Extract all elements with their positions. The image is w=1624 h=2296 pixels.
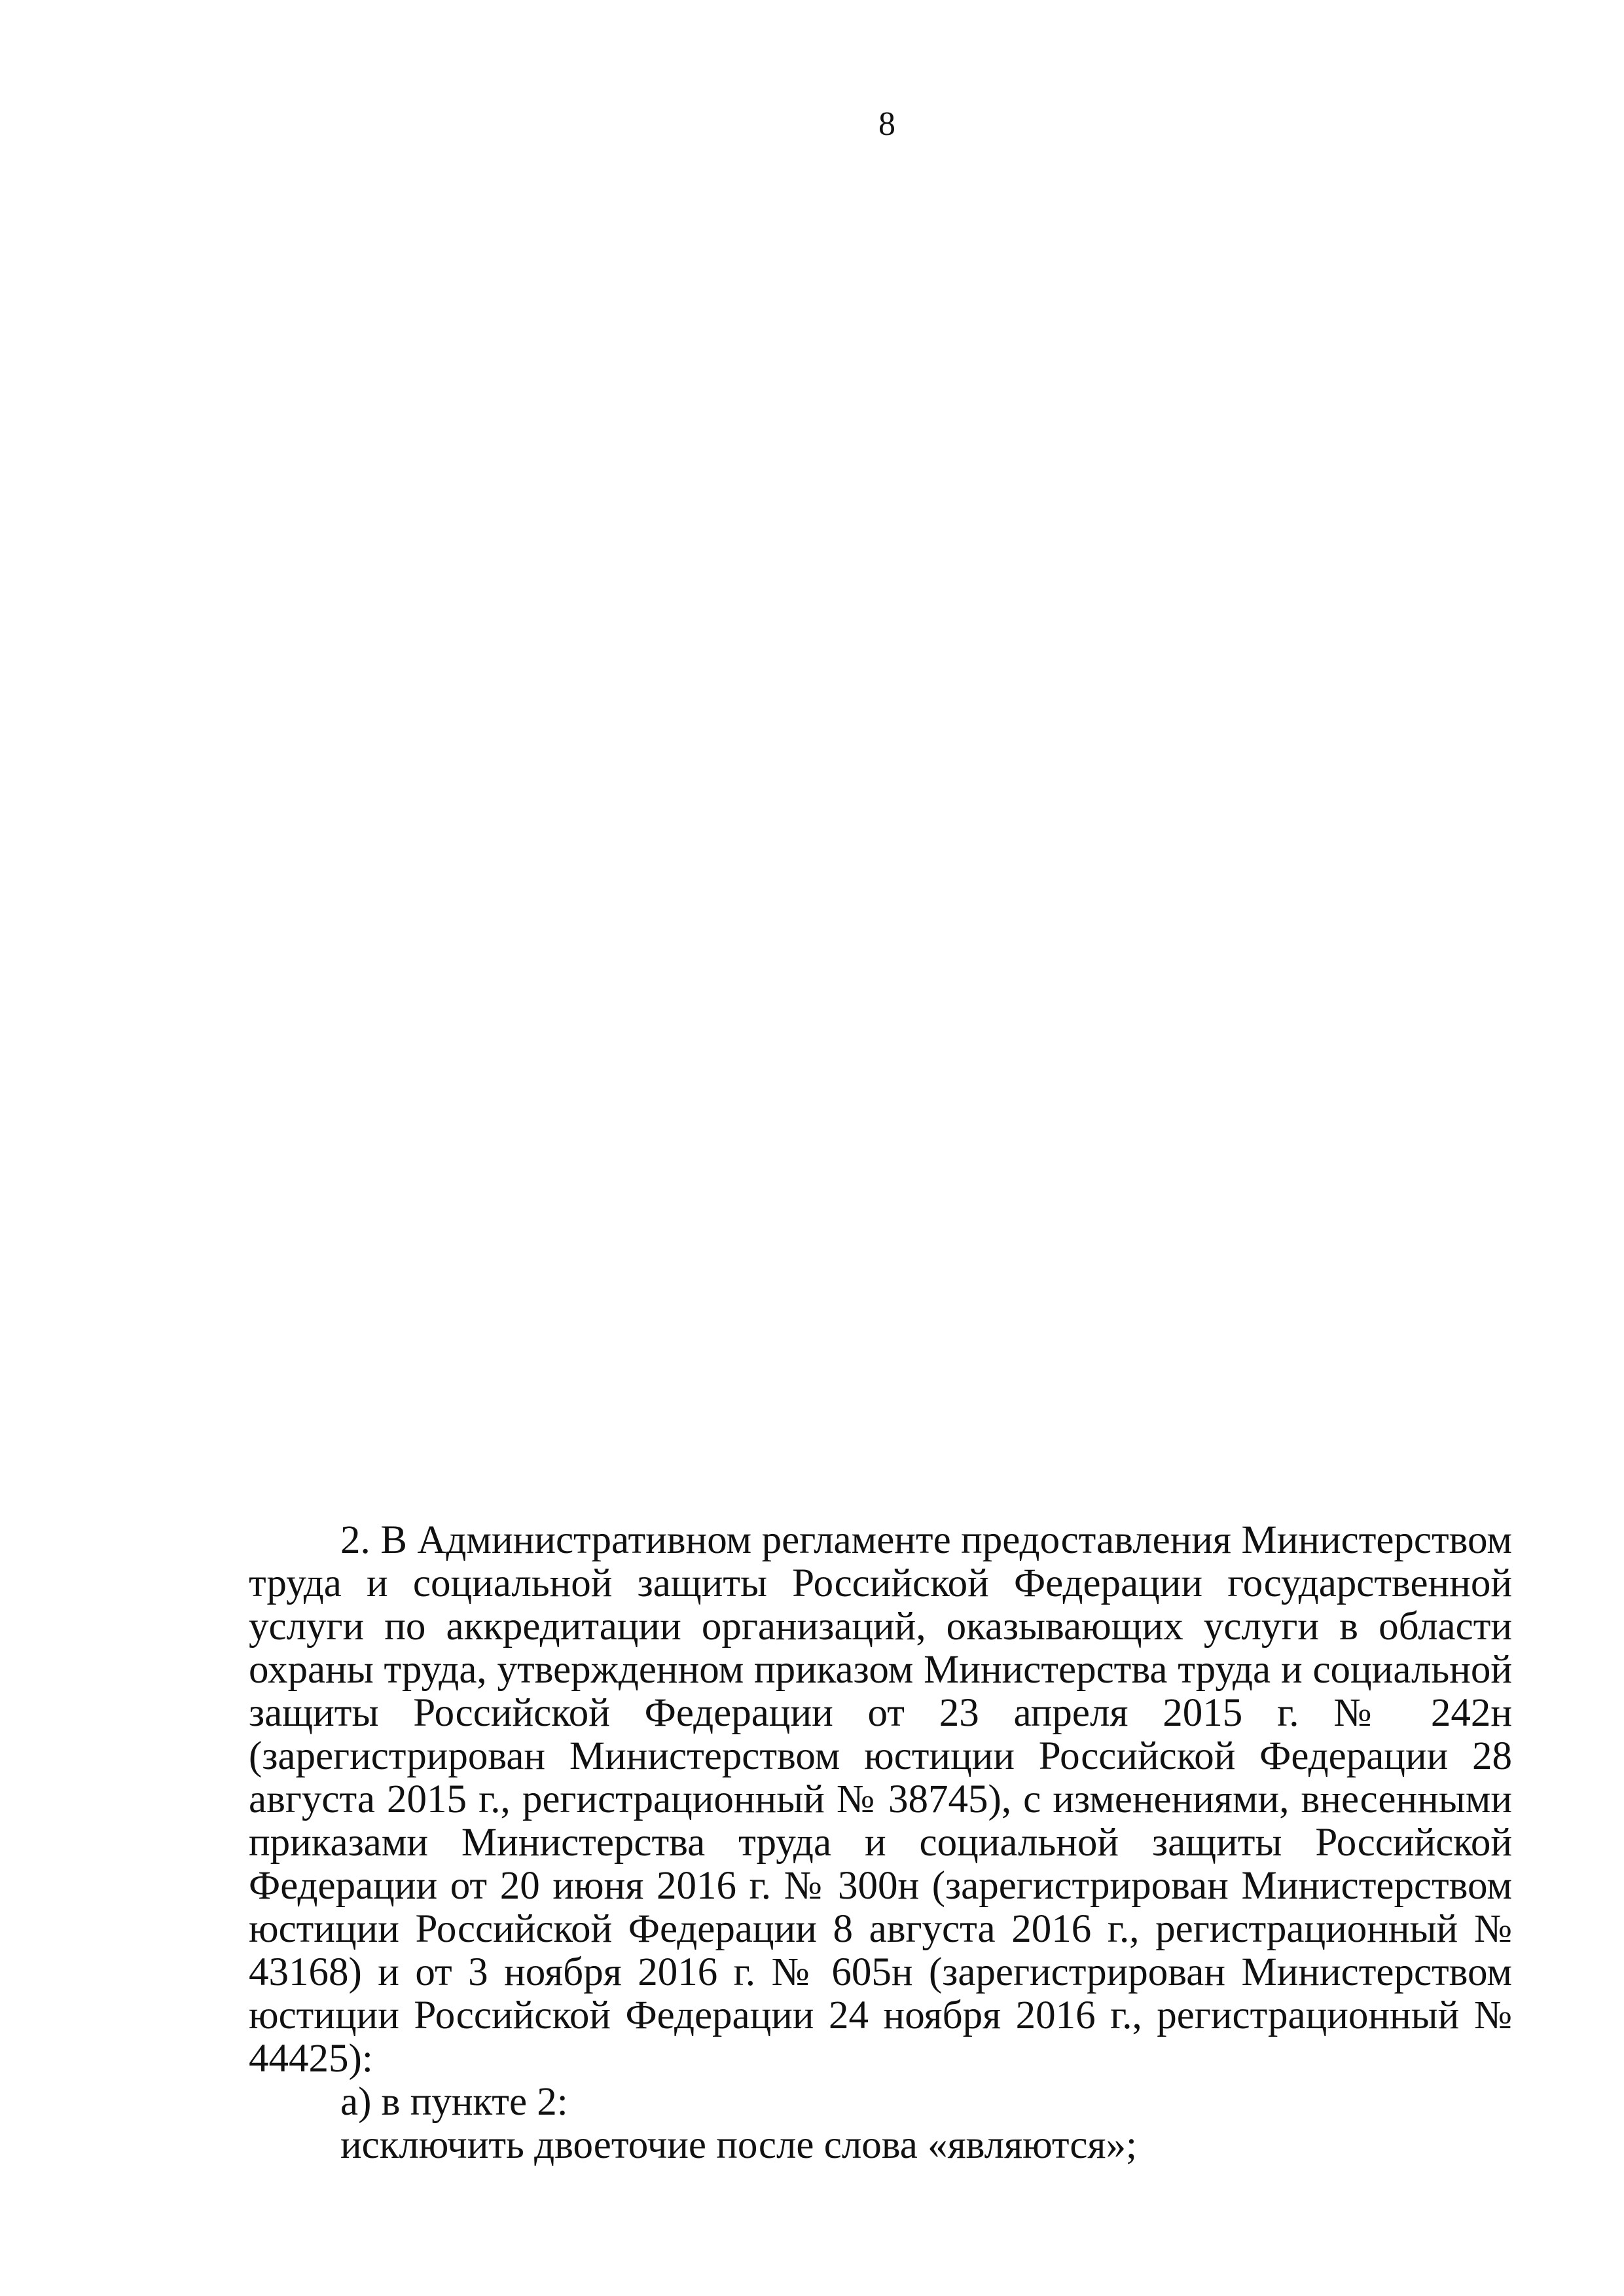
- page-number: 8: [878, 105, 895, 143]
- paragraph-2: 2. В Административном регламенте предоставления Министерством труда и социальной защиты Российской Федерации государственной услуги по аккредитации организаций, оказывающих услуги в области охраны труда, утвержденном приказом Министерства труда и социальной защиты Российской Федерации от 23 апреля 2015 г. № 242н (зарегистрирован Министерством юстиции Российской Федерации 28 августа 2015 г., регистрационный № 38745), с изменениями, внесенными приказами Министерства труда и социальной защиты Российской Федерации от 20 июня 2016 г. № 300н (зарегистрирован Министерством юстиции Российской Федерации 8 августа 2016 г., регистрационный № 43168) и от 3 ноября 2016 г. № 605н (зарегистрирован Министерством юстиции Российской Федерации 24 ноября 2016 г., регистрационный № 44425):: [249, 1518, 1512, 2081]
- item-a-heading: а) в пункте 2:: [340, 2080, 568, 2124]
- document-body: [249, 1519, 1512, 2167]
- item-a-instruction: исключить двоеточие после слова «являются»;: [340, 2123, 1137, 2167]
